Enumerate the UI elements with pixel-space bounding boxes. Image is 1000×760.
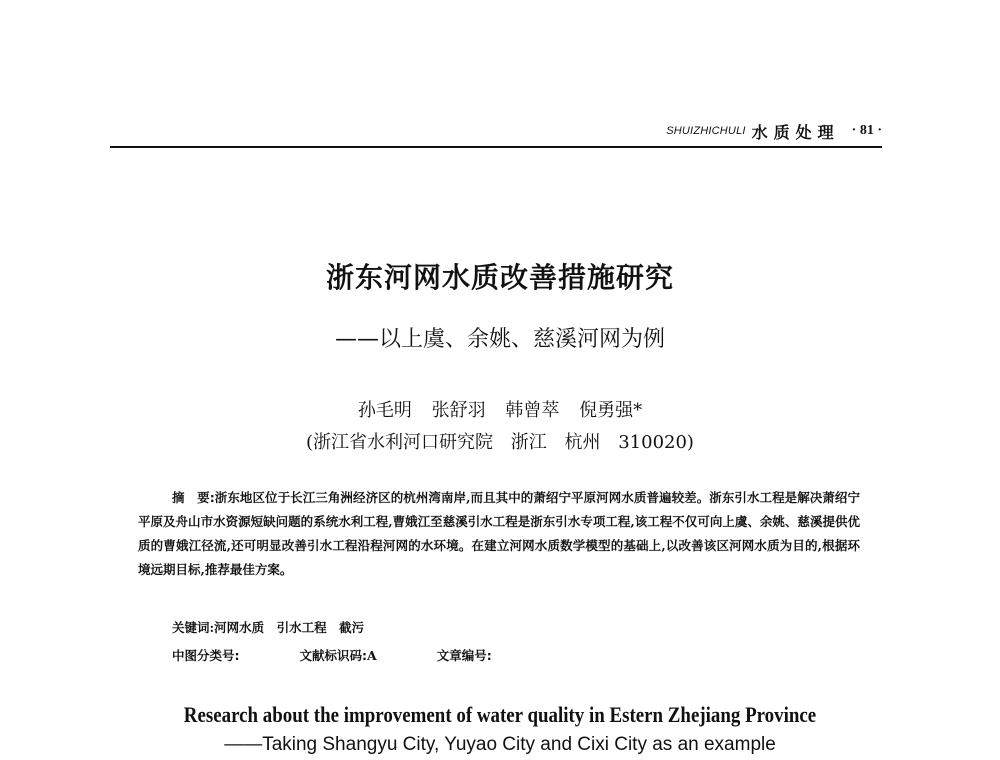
author-list: 孙毛明 张舒羽 韩曾萃 倪勇强*	[357, 400, 643, 421]
article-no-label: 文章编号:	[436, 648, 492, 663]
article-title: 浙东河网水质改善措施研究	[325, 261, 674, 294]
journal-name: 水质处理	[751, 122, 840, 142]
english-subtitle: ——Taking Shangyu City, Yuyao City and Cixi City as an example	[224, 734, 776, 755]
doc-code-label: 文献标识码:	[299, 648, 367, 663]
author-affiliation: (浙江省水利河口研究院 浙江 杭州 310020)	[306, 432, 694, 453]
page-number: · 81 ·	[851, 123, 882, 138]
doc-code-field	[300, 646, 377, 664]
doc-code-value: A	[367, 648, 377, 663]
abstract-label: 摘 要:	[172, 490, 215, 505]
keywords-text: 河网水质 引水工程 截污	[214, 620, 365, 635]
abstract	[138, 486, 860, 582]
article-no-field	[437, 646, 492, 664]
clc-label: 中图分类号:	[172, 648, 240, 663]
classification-line	[172, 646, 880, 664]
journal-name-romanized: SHUIZHICHULI	[666, 125, 746, 137]
abstract-text: 浙东地区位于长江三角洲经济区的杭州湾南岸,而且其中的萧绍宁平原河网水质普遍较差。浙东引水工程是解决萧绍宁平原及舟山市水资源短缺问题的系统水利工程,曹娥江至慈溪引水工程是浙东引水专项工程,该工程不仅可向上虞、余姚、慈溪提供优质的曹娥江径流,还可明显改善引水工程沿程河网的水环境。在建立河网水质数学模型的基础上,以改善该区河网水质为目的,根据环境远期目标,推荐最佳方案。	[138, 490, 860, 577]
keywords	[172, 618, 364, 636]
article-subtitle: ——以上虞、余姚、慈溪河网为例	[334, 327, 665, 352]
keywords-label: 关键词:	[172, 620, 215, 635]
running-header	[110, 116, 882, 148]
english-title: Research about the improvement of water quality in Estern Zhejiang Province	[183, 702, 817, 727]
clc-field	[172, 646, 240, 664]
